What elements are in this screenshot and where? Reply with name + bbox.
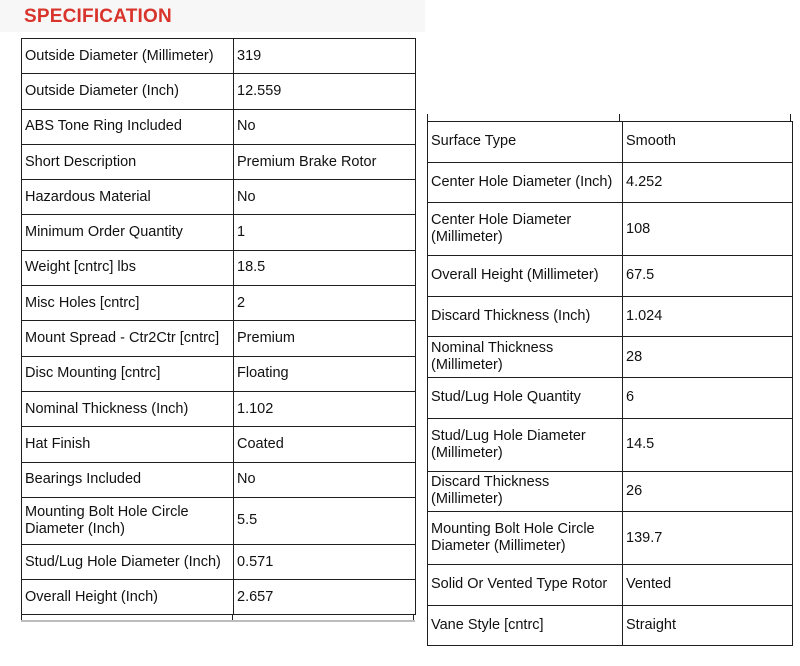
spec-value: 6 [623, 377, 793, 418]
spec-label: Outside Diameter (Inch) [22, 74, 234, 109]
spec-value: 67.5 [623, 256, 793, 297]
left-spec-table [21, 38, 416, 615]
spec-value: No [234, 109, 416, 144]
table-row [428, 471, 793, 512]
spec-label: Weight [cntrc] lbs [22, 250, 234, 285]
table-row [22, 497, 416, 544]
table-row [22, 286, 416, 321]
table-row [22, 109, 416, 144]
spec-value: 14.5 [623, 418, 793, 471]
spec-label: Vane Style [cntrc] [428, 605, 623, 646]
spec-label: Mounting Bolt Hole Circle Diameter (Inch) [22, 497, 234, 544]
spec-value: Floating [234, 356, 416, 391]
spec-label: Hazardous Material [22, 180, 234, 215]
spec-label: Center Hole Diameter (Inch) [428, 162, 623, 203]
table-row [428, 337, 793, 378]
spec-label: Discard Thickness (Inch) [428, 296, 623, 337]
spec-label: Short Description [22, 144, 234, 179]
spec-value: No [234, 462, 416, 497]
spec-value: 18.5 [234, 250, 416, 285]
table-row [428, 162, 793, 203]
spec-label: Nominal Thickness (Inch) [22, 391, 234, 426]
spec-value: 1 [234, 215, 416, 250]
spec-label: Outside Diameter (Millimeter) [22, 39, 234, 74]
spec-label: ABS Tone Ring Included [22, 109, 234, 144]
spec-label: Minimum Order Quantity [22, 215, 234, 250]
table-row [22, 144, 416, 179]
table-row [428, 418, 793, 471]
spec-value: 26 [623, 471, 793, 512]
spec-value: Coated [234, 427, 416, 462]
table-row [428, 565, 793, 606]
spec-label: Center Hole Diameter (Millimeter) [428, 203, 623, 256]
table-row [22, 356, 416, 391]
section-title: SPECIFICATION [24, 6, 172, 27]
spec-value: 108 [623, 203, 793, 256]
spec-label: Nominal Thickness (Millimeter) [428, 337, 623, 378]
spec-label: Stud/Lug Hole Quantity [428, 377, 623, 418]
spec-value: 1.102 [234, 391, 416, 426]
spec-value: 0.571 [234, 544, 416, 579]
spec-label: Mount Spread - Ctr2Ctr [cntrc] [22, 321, 234, 356]
table-row [428, 377, 793, 418]
table-row [22, 462, 416, 497]
spec-value: 139.7 [623, 512, 793, 565]
spec-value: Smooth [623, 122, 793, 163]
spec-label: Stud/Lug Hole Diameter (Inch) [22, 544, 234, 579]
spec-value: Premium [234, 321, 416, 356]
spec-value: Straight [623, 605, 793, 646]
spec-value: 4.252 [623, 162, 793, 203]
spec-value: No [234, 180, 416, 215]
table-row [22, 74, 416, 109]
spec-label: Misc Holes [cntrc] [22, 286, 234, 321]
spec-value: 5.5 [234, 497, 416, 544]
table-row [428, 256, 793, 297]
table-row [22, 39, 416, 74]
spec-label: Overall Height (Inch) [22, 580, 234, 615]
spec-value: Vented [623, 565, 793, 606]
spec-label: Solid Or Vented Type Rotor [428, 565, 623, 606]
spec-value: 28 [623, 337, 793, 378]
right-spec-table [427, 121, 793, 646]
spec-label: Disc Mounting [cntrc] [22, 356, 234, 391]
spec-label: Hat Finish [22, 427, 234, 462]
spec-label: Discard Thickness (Millimeter) [428, 471, 623, 512]
table-row [22, 250, 416, 285]
table-row [22, 321, 416, 356]
spec-label: Mounting Bolt Hole Circle Diameter (Millimeter) [428, 512, 623, 565]
table-row [428, 512, 793, 565]
spec-value: Premium Brake Rotor [234, 144, 416, 179]
table-row [22, 580, 416, 615]
spec-value: 1.024 [623, 296, 793, 337]
table-row [428, 122, 793, 163]
table-row [22, 544, 416, 579]
table-row [22, 427, 416, 462]
table-row [22, 215, 416, 250]
table-row [22, 391, 416, 426]
spec-label: Overall Height (Millimeter) [428, 256, 623, 297]
spec-value: 12.559 [234, 74, 416, 109]
table-row [428, 203, 793, 256]
spec-label: Surface Type [428, 122, 623, 163]
table-row [22, 180, 416, 215]
spec-value: 2 [234, 286, 416, 321]
table-row [428, 296, 793, 337]
left-table-underline [21, 620, 415, 622]
spec-label: Stud/Lug Hole Diameter (Millimeter) [428, 418, 623, 471]
right-table-head-divider [619, 114, 620, 121]
spec-value: 319 [234, 39, 416, 74]
right-table-head [427, 114, 791, 121]
spec-label: Bearings Included [22, 462, 234, 497]
spec-value: 2.657 [234, 580, 416, 615]
table-row [428, 605, 793, 646]
